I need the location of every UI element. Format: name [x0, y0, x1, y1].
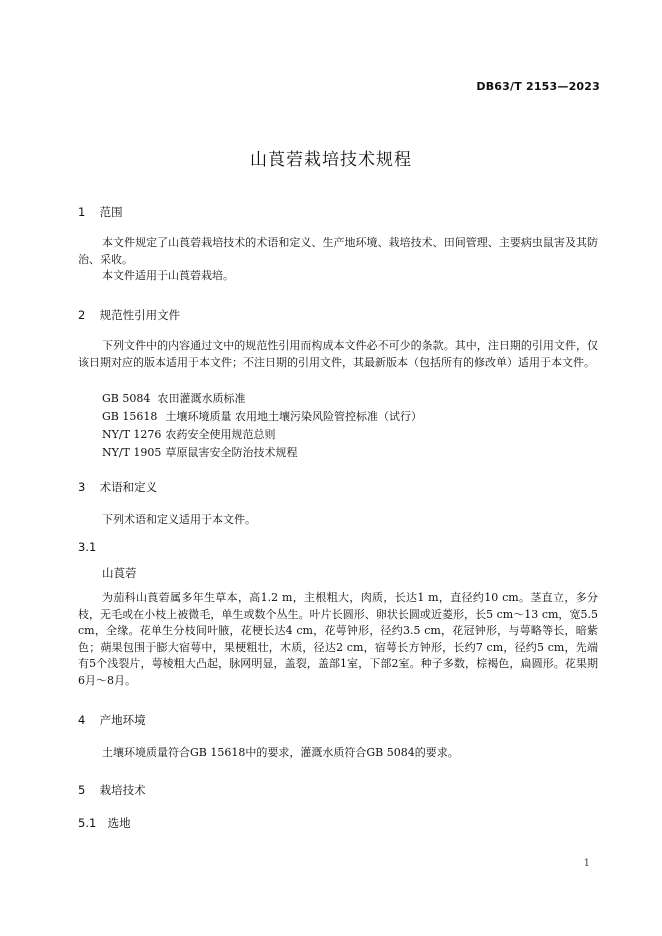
- reference-item: [102, 408, 422, 426]
- section-4-heading: [78, 712, 146, 728]
- section-1-heading: [78, 204, 123, 220]
- section-5-1-title: 选地: [107, 816, 131, 830]
- section-3-1-number: 3.1: [78, 540, 97, 554]
- reference-code: GB 5084: [102, 392, 151, 405]
- section-2-paragraph-1: 下列文件中的内容通过文中的规范性引用而构成本文件必不可少的条款。其中，注日期的引用文件，仅该日期对应的版本适用于本文件；不注日期的引用文件，其最新版本（包括所有的修改单）适用于本文件。: [78, 339, 598, 369]
- normative-reference-list: [102, 390, 422, 462]
- reference-code: NY/T 1905: [102, 446, 162, 459]
- reference-title: 草原鼠害安全防治技术规程: [165, 446, 298, 459]
- section-3-heading: [78, 479, 157, 495]
- section-1-paragraph-1: 本文件规定了山莨菪栽培技术的术语和定义、生产地环境、栽培技术、田间管理、主要病虫鼠害及其防治、采收。: [78, 236, 598, 266]
- document-code: DB63/T 2153—2023: [476, 80, 600, 93]
- document-title: 山莨菪栽培技术规程: [250, 150, 412, 170]
- section-5-1-number: 5.1: [78, 816, 97, 830]
- section-1-number: 1: [78, 205, 86, 219]
- reference-title: 农药安全使用规范总则: [165, 428, 276, 441]
- reference-item: [102, 444, 422, 462]
- section-4-number: 4: [78, 713, 86, 727]
- section-1-paragraph-2: 本文件适用于山莨菪栽培。: [102, 269, 234, 282]
- term-name: 山莨菪: [102, 566, 137, 580]
- section-5-heading: [78, 782, 146, 798]
- section-4-paragraph-1: 土壤环境质量符合GB 15618中的要求，灌溉水质符合GB 5084的要求。: [102, 746, 459, 759]
- section-2-title: 规范性引用文件: [99, 308, 181, 322]
- term-definition: 为茄科山莨菪属多年生草本，高1.2 m，主根粗大，肉质，长达1 m，直径约10 cm。茎直立，多分枝，无毛或在小枝上被微毛，单生或数个丛生。叶片长圆形、卵状长圆或近菱形，长5 cm～13 cm，宽5.5 cm，全缘。花单生分枝间叶腋，花梗长达4 cm，花萼钟形，径约3.5 cm，花冠钟形，与萼略等长，暗紫色；蒴果包围于膨大宿萼中，果梗粗壮，木质，径达2 cm，宿萼长方钟形，长约7 cm，径约5 cm，先端有5个浅裂片，萼棱粗大凸起，脉网明显，盖裂，盖部1室，下部2室。种子多数，棕褐色，扁圆形。花果期6月～8月。: [78, 591, 598, 687]
- reference-item: [102, 390, 422, 408]
- section-2-heading: [78, 307, 180, 323]
- section-5-title: 栽培技术: [99, 783, 146, 797]
- section-5-number: 5: [78, 783, 86, 797]
- page-number: 1: [583, 858, 590, 869]
- reference-code: GB 15618: [102, 410, 158, 423]
- section-2-number: 2: [78, 308, 86, 322]
- section-1-title: 范围: [99, 205, 123, 219]
- section-4-title: 产地环境: [99, 713, 146, 727]
- section-3-number: 3: [78, 480, 86, 494]
- reference-title: 土壤环境质量 农用地土壤污染风险管控标准（试行）: [165, 410, 422, 423]
- section-5-1-heading: [78, 815, 131, 831]
- reference-code: NY/T 1276: [102, 428, 162, 441]
- reference-title: 农田灌溉水质标准: [157, 392, 246, 405]
- section-3-paragraph-1: 下列术语和定义适用于本文件。: [102, 513, 256, 526]
- reference-item: [102, 426, 422, 444]
- section-3-title: 术语和定义: [99, 480, 158, 494]
